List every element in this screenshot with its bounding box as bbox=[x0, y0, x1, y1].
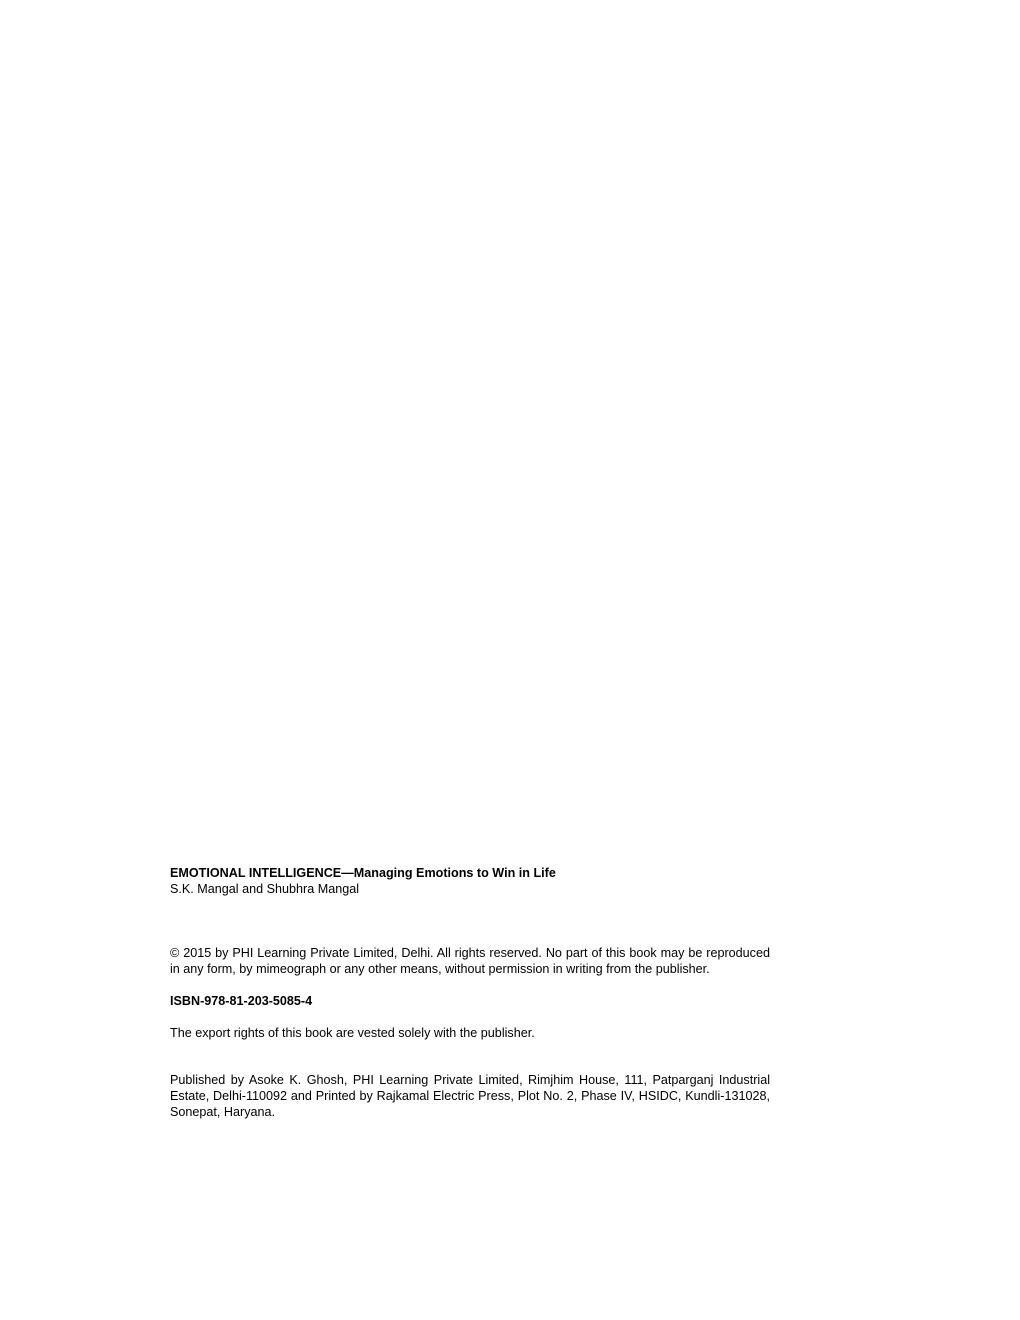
book-authors: S.K. Mangal and Shubhra Mangal bbox=[170, 882, 360, 896]
copyright-page-block bbox=[170, 865, 770, 1120]
publisher-info: Published by Asoke K. Ghosh, PHI Learning Private Limited, Rimjhim House, 111, Patparganj Industrial Estate, Delhi-110092 and Printed by Rajkamal Electric Press, Plot No. 2, Phase IV, HSIDC, Kundli-131028, Sonepat, Haryana. bbox=[170, 1073, 770, 1119]
export-rights-statement: The export rights of this book are vested solely with the publisher. bbox=[170, 1026, 535, 1040]
book-title: EMOTIONAL INTELLIGENCE—Managing Emotions to Win in Life bbox=[170, 866, 556, 880]
copyright-notice: © 2015 by PHI Learning Private Limited, Delhi. All rights reserved. No part of this book may be reproduced in any form, by mimeograph or any other means, without permission in writing from the publisher. bbox=[170, 946, 770, 976]
isbn-number: ISBN-978-81-203-5085-4 bbox=[170, 994, 313, 1008]
